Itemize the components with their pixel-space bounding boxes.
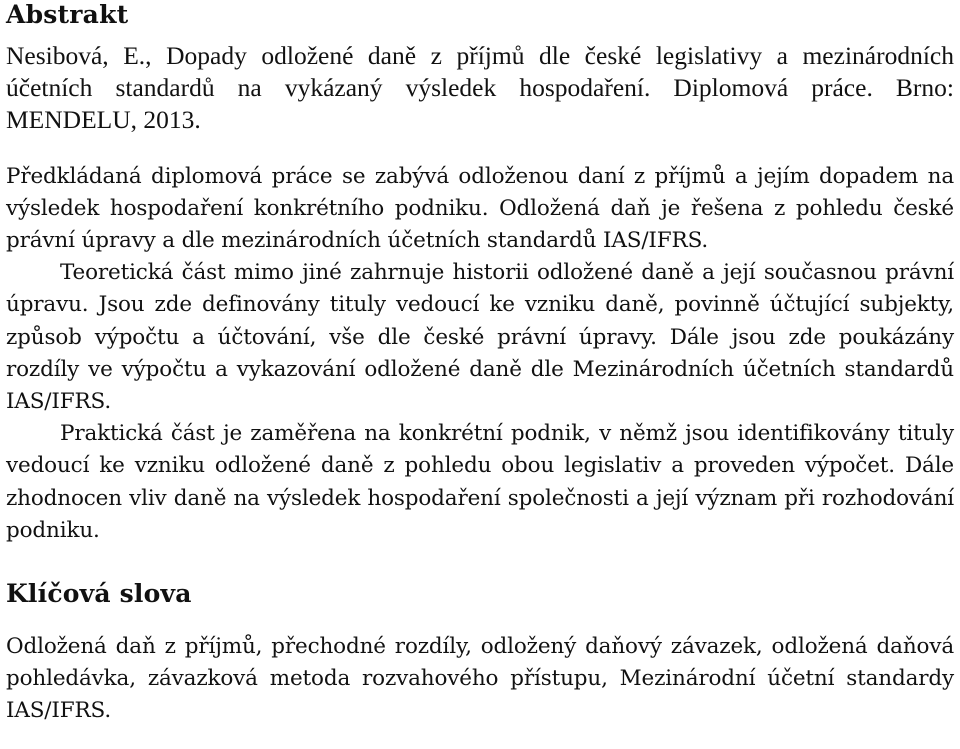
document-page	[6, 0, 954, 728]
abstract-heading: Abstrakt	[6, 0, 129, 29]
spacer	[6, 137, 954, 161]
abstract-paragraph-3: Praktická část je zaměřena na konkrétní podnik, v němž jsou identifikovány tituly vedoucí ke vzniku odložené daně z pohledu obou legislativ a proveden výpočet. Dále zhodnocen vliv daně na výsledek hospodaření společnosti a její význam při rozhodování podniku.	[6, 421, 954, 543]
keywords-text: Odložená daň z příjmů, přechodné rozdíly, odložený daňový závazek, odložená daňová pohledávka, závazková metoda rozvahového přístupu, Mezinárodní účetní standardy IAS/IFRS.	[6, 634, 954, 724]
abstract-paragraph-2: Teoretická část mimo jiné zahrnuje historii odložené daně a její současnou právní úpravu. Jsou zde definovány tituly vedoucí ke vzniku daně, povinně účtující subjekty, způsob výpočtu a účtování, vše dle české právní úpravy. Dále jsou zde poukázány rozdíly ve výpočtu a vykazování odložené daně dle Mezinárodních účetních standardů IAS/IFRS.	[6, 260, 954, 415]
spacer	[6, 547, 954, 579]
abstract-paragraph-1: Předkládaná diplomová práce se zabývá odloženou daní z příjmů a jejím dopadem na výsledek hospodaření konkrétního podniku. Odložená daň je řešena z pohledu české právní úpravy a dle mezinárodních účetních standardů IAS/IFRS.	[6, 163, 954, 254]
keywords-heading: Klíčová slova	[6, 579, 192, 609]
citation: Nesibová, E., Dopady odložené daně z příjmů dle české legislativy a mezinárodních účetních standardů na vykázaný výsledek hospodaření. Diplomová práce. Brno: MENDELU, 2013.	[6, 41, 954, 135]
